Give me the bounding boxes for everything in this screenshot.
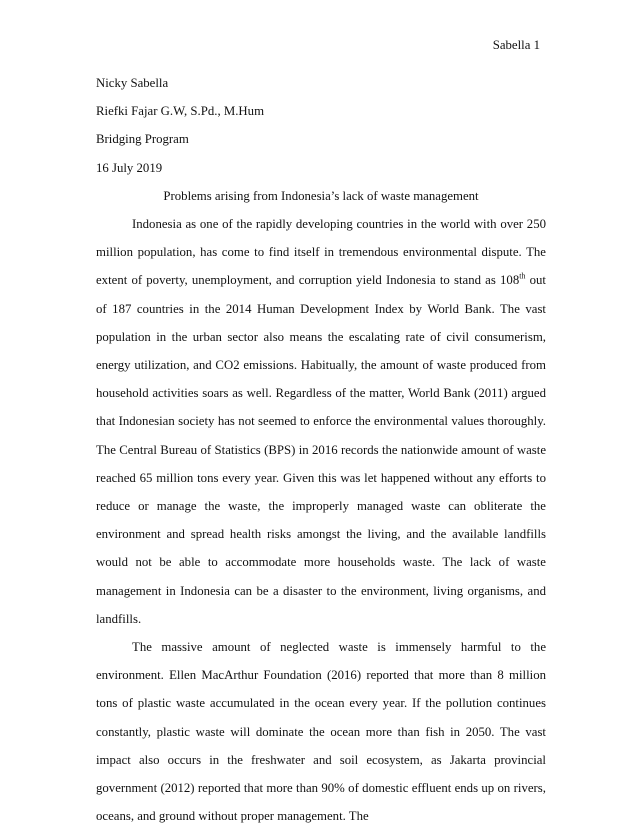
instructor-name: Riefki Fajar G.W, S.Pd., M.Hum: [96, 104, 265, 119]
paragraph-2: The massive amount of neglected waste is immensely harmful to the environment. Ellen MacArthur Foundation (2016) reported that more than 8 million tons of plastic waste accumulated in the ocean every year. If the pollution continues constantly, plastic waste will dominate the ocean more than fish in 2050. The vast impact also occurs in the freshwater and soil ecosystem, as Jakarta provincial government (2012) reported that more than 90% of domestic effluent ends up on rivers, oceans, and ground without proper management. The: [96, 640, 546, 824]
essay-body: [96, 69, 546, 830]
paragraph-1: [96, 210, 546, 633]
paragraph-1-text-a: Indonesia as one of the rapidly developing countries in the world with over 250 million population, has come to find itself in tremendous environmental dispute. The extent of poverty, unemployment, and corruption yield Indonesia to stand as 108: [96, 217, 546, 288]
essay-date: 16 July 2019: [96, 160, 163, 175]
course-name: Bridging Program: [96, 132, 189, 147]
paragraph-1-text-b: out of 187 countries in the 2014 Human Development Index by World Bank. The vast population in the urban sector also means the escalating rate of civil consumerism, energy utilization, and CO2 emissions. Habitually, the amount of waste produced from household activities soars as well. Regardless of the matter, World Bank (2011) argued that Indonesian society has not seemed to enforce the environmental values thoroughly. The Central Bureau of Statistics (BPS) in 2016 records the nationwide amount of waste reached 65 million tons every year. Given this was let happened without any efforts to reduce or manage the waste, the improperly managed waste can obliterate the environment and spread health risks amongst the living, and the available landfills would not be able to accommodate more households waste. The lack of waste management in Indonesia can be a disaster to the environment, living organisms, and landfills.: [96, 273, 546, 626]
essay-title: Problems arising from Indonesia’s lack of waste management: [163, 188, 479, 203]
ordinal-suffix: th: [519, 272, 526, 282]
author-name: Nicky Sabella: [96, 76, 169, 90]
running-head: Sabella 1: [492, 38, 540, 52]
